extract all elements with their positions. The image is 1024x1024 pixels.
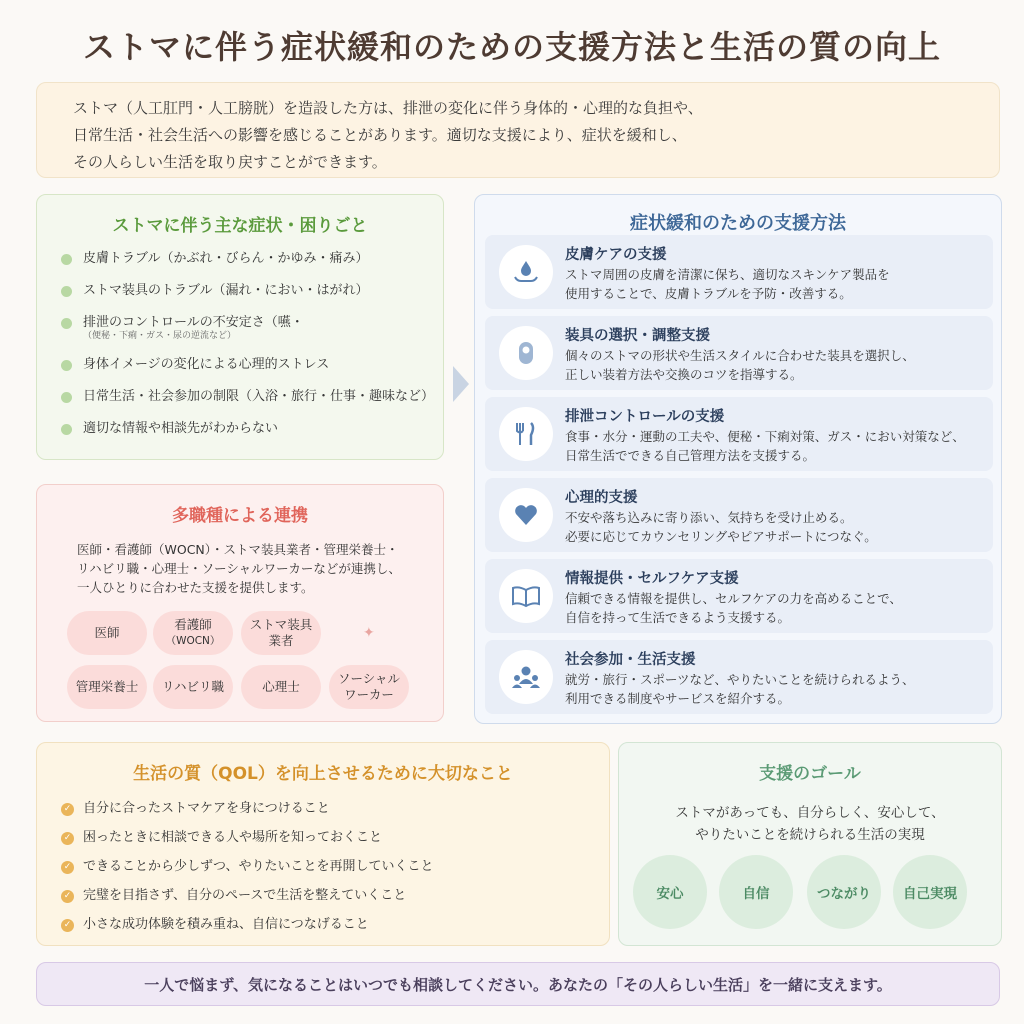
role-chip-psychologist — [241, 665, 321, 709]
symptom-text: 排泄のコントロールの不安定さ（嚥・ — [83, 315, 304, 330]
bullet-dot-icon — [61, 392, 72, 403]
qol-panel — [36, 742, 610, 946]
check-icon: ✓ — [61, 919, 74, 932]
bullet-dot-icon — [61, 286, 72, 297]
support-item-information — [485, 559, 993, 633]
support-item-name: 排泄コントロールの支援 — [565, 409, 725, 425]
team-desc-line: リハビリ職・心理士・ソーシャルワーカーなどが連携し、 — [77, 561, 401, 576]
support-item-name: 情報提供・セルフケア支援 — [565, 571, 739, 587]
list-item — [61, 314, 443, 342]
chip-sublabel: 業者 — [268, 633, 294, 648]
goal-desc-line: やりたいことを続けられる生活の実現 — [695, 827, 925, 843]
support-item-name: 社会参加・生活支援 — [565, 652, 696, 668]
chip-label: ソーシャル — [337, 671, 400, 686]
role-chip-doctor — [67, 611, 147, 655]
chip-sublabel: （WOCN） — [165, 635, 221, 647]
arrow-right-icon — [453, 366, 469, 402]
desc-line: 不安や落ち込みに寄り添い、気持ちを受け止める。 — [565, 510, 853, 525]
support-item-social — [485, 640, 993, 714]
role-chip-social-worker — [329, 665, 409, 709]
skin-care-icon — [499, 245, 553, 299]
support-item-desc — [565, 346, 915, 384]
goal-desc-line: ストマがあっても、自分らしく、安心して、 — [675, 805, 945, 821]
people-icon — [499, 650, 553, 704]
chip-label: 管理栄養士 — [75, 679, 139, 694]
intro-line: その人らしい生活を取り戻すことができます。 — [73, 153, 387, 171]
role-chip-supplier — [241, 611, 321, 655]
desc-line: 就労・旅行・スポーツなど、やりたいことを続けられるよう、 — [565, 672, 915, 687]
bullet-dot-icon — [61, 424, 72, 435]
symptom-text: 日常生活・社会参加の制限（入浴・旅行・仕事・趣味など） — [83, 389, 435, 404]
desc-line: ストマ周囲の皮膚を清潔に保ち、適切なスキンケア製品を — [565, 267, 890, 282]
list-item — [61, 916, 609, 934]
support-panel — [474, 194, 1002, 724]
symptoms-list — [61, 250, 443, 438]
team-panel — [36, 484, 444, 722]
qol-list — [61, 800, 609, 934]
chip-label: 看護師 — [174, 617, 212, 632]
book-icon — [499, 569, 553, 623]
desc-line: 利用できる制度やサービスを紹介する。 — [565, 691, 791, 706]
qol-text: 完璧を目指さず、自分のペースで生活を整えていくこと — [83, 888, 407, 903]
intro-line: ストマ（人工肛門・人工膀胱）を造設した方は、排泄の変化に伴う身体的・心理的な負担や、 — [73, 99, 703, 117]
team-desc-line: 医師・看護師（WOCN）・ストマ装具業者・管理栄養士・ — [77, 542, 399, 557]
support-item-name: 装具の選択・調整支援 — [565, 328, 710, 344]
symptom-text: 身体イメージの変化による心理的ストレス — [83, 357, 330, 372]
list-item — [61, 388, 443, 406]
check-icon: ✓ — [61, 803, 74, 816]
list-item — [61, 250, 443, 268]
role-chip-rehab — [153, 665, 233, 709]
support-item-appliance — [485, 316, 993, 390]
symptoms-title: ストマに伴う主な症状・困りごと — [112, 216, 368, 236]
chip-label: リハビリ職 — [161, 679, 225, 694]
symptom-text: 皮膚トラブル（かぶれ・びらん・かゆみ・痛み） — [83, 251, 369, 266]
support-item-desc — [565, 265, 890, 303]
support-item-skin — [485, 235, 993, 309]
desc-line: 使用することで、皮膚トラブルを予防・改善する。 — [565, 286, 852, 301]
list-item — [61, 420, 443, 438]
goal-circle: 自信 — [719, 855, 793, 929]
support-item-excretion — [485, 397, 993, 471]
desc-line: 信頼できる情報を提供し、セルフケアの力を高めることで、 — [565, 591, 902, 606]
footer-message: 一人で悩まず、気になることはいつでも相談してください。あなたの「その人らしい生活」を一緒に支えます。 — [36, 962, 1000, 1006]
list-item — [61, 858, 609, 876]
desc-line: 個々のストマの形状や生活スタイルに合わせた装具を選択し、 — [565, 348, 915, 363]
page-title: ストマに伴う症状緩和のための支援方法と生活の質の向上 — [82, 28, 941, 66]
desc-line: 必要に応じてカウンセリングやピアサポートにつなぐ。 — [565, 529, 877, 544]
desc-line: 食事・水分・運動の工夫や、便秘・下痢対策、ガス・におい対策など、 — [565, 429, 965, 444]
support-item-desc — [565, 508, 877, 546]
goal-circle: 安心 — [633, 855, 707, 929]
chip-label: 医師 — [94, 625, 120, 640]
intro-box — [36, 82, 1000, 178]
goal-circle: 自己実現 — [893, 855, 967, 929]
symptom-text: 適切な情報や相談先がわからない — [83, 421, 279, 436]
sparkle-icon: ✦ — [363, 625, 375, 641]
intro-line: 日常生活・社会生活への影響を感じることがあります。適切な支援により、症状を緩和し、 — [73, 126, 687, 144]
goal-description — [619, 802, 1001, 846]
list-item — [61, 282, 443, 300]
chip-label: 心理士 — [262, 679, 300, 694]
qol-text: 小さな成功体験を積み重ね、自信につなげること — [83, 917, 369, 932]
check-icon: ✓ — [61, 890, 74, 903]
support-title: 症状緩和のための支援方法 — [630, 213, 846, 234]
chip-sublabel: ワーカー — [344, 687, 394, 702]
goal-circle: つながり — [807, 855, 881, 929]
support-item-desc — [565, 427, 965, 465]
list-item — [61, 829, 609, 847]
support-item-desc — [565, 589, 902, 627]
list-item — [61, 800, 609, 818]
check-icon: ✓ — [61, 861, 74, 874]
team-title: 多職種による連携 — [172, 506, 308, 526]
desc-line: 日常生活でできる自己管理方法を支援する。 — [565, 448, 816, 463]
symptom-note: （便秘・下痢・ガス・尿の逆流など） — [83, 331, 237, 341]
desc-line: 自信を持って生活できるよう支援する。 — [565, 610, 791, 625]
heart-icon — [499, 488, 553, 542]
symptom-text: ストマ装具のトラブル（漏れ・におい・はがれ） — [83, 283, 369, 298]
role-chip-dietitian — [67, 665, 147, 709]
support-item-name: 皮膚ケアの支援 — [565, 247, 667, 263]
desc-line: 正しい装着方法や交換のコツを指導する。 — [565, 367, 803, 382]
role-chip-nurse — [153, 611, 233, 655]
qol-text: 困ったときに相談できる人や場所を知っておくこと — [83, 830, 383, 845]
bullet-dot-icon — [61, 360, 72, 371]
team-description — [77, 540, 419, 597]
support-item-psychological — [485, 478, 993, 552]
pouch-icon — [499, 326, 553, 380]
check-icon: ✓ — [61, 832, 74, 845]
list-item — [61, 887, 609, 905]
goal-panel — [618, 742, 1002, 946]
list-item — [61, 356, 443, 374]
qol-text: できることから少しずつ、やりたいことを再開していくこと — [83, 859, 434, 874]
bullet-dot-icon — [61, 318, 72, 329]
team-desc-line: 一人ひとりに合わせた支援を提供します。 — [77, 580, 314, 595]
symptoms-panel — [36, 194, 444, 460]
chip-label: ストマ装具 — [249, 617, 313, 632]
qol-title: 生活の質（QOL）を向上させるために大切なこと — [133, 764, 513, 784]
goal-title: 支援のゴール — [759, 764, 861, 784]
support-item-name: 心理的支援 — [565, 490, 638, 506]
fork-knife-icon — [499, 407, 553, 461]
support-item-desc — [565, 670, 915, 708]
bullet-dot-icon — [61, 254, 72, 265]
qol-text: 自分に合ったストマケアを身につけること — [83, 801, 330, 816]
